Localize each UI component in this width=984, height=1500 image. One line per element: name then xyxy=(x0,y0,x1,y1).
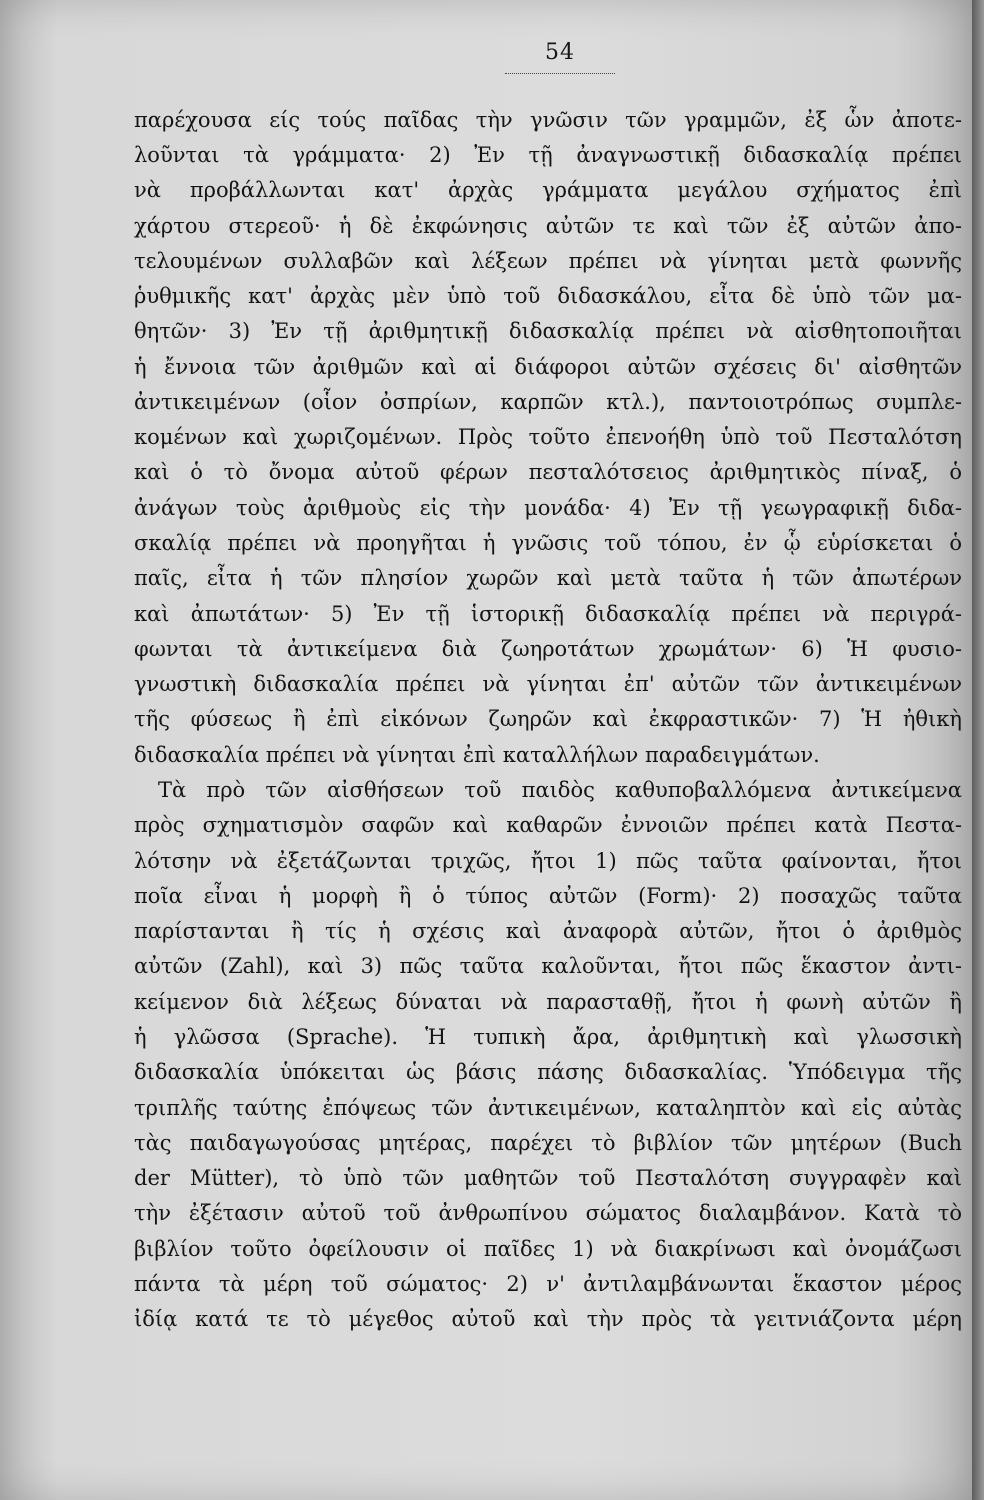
text-line: κομένων καὶ χωριζομένων. Πρὸς τοῦτο ἐπενοήθη ὑπὸ τοῦ Πεσταλότση xyxy=(134,425,962,449)
text-line: ἡ ἔννοια τῶν ἀριθμῶν καὶ αἱ διάφοροι αὐτῶν σχέσεις δι' αἰσθητῶν xyxy=(134,355,962,379)
text-line: καὶ ἀπωτάτων· 5) Ἐν τῇ ἱστορικῇ διδασκαλίᾳ πρέπει νὰ περιγρά- xyxy=(134,602,962,626)
text-line: θητῶν· 3) Ἐν τῇ ἀριθμητικῇ διδασκαλίᾳ πρέπει νὰ αἰσθητοποιῆται xyxy=(134,319,962,343)
text-line: σκαλίᾳ πρέπει νὰ προηγῆται ἡ γνῶσις τοῦ τόπου, ἐν ᾧ εὑρίσκεται ὁ xyxy=(134,531,962,555)
text-line: ἡ γλῶσσα (Sprache). Ἡ τυπικὴ ἄρα, ἀριθμητικὴ καὶ γλωσσικὴ xyxy=(134,1025,962,1049)
text-line: ποῖα εἶναι ἡ μορφὴ ἢ ὁ τύπος αὐτῶν (Form)· 2) ποσαχῶς ταῦτα xyxy=(134,884,962,908)
text-line: τὰς παιδαγωγούσας μητέρας, παρέχει τὸ βιβλίον τῶν μητέρων (Buch xyxy=(134,1131,962,1155)
text-line: der Mütter), τὸ ὑπὸ τῶν μαθητῶν τοῦ Πεσταλότση συγγραφὲν καὶ xyxy=(134,1166,962,1190)
text-line: λοῦνται τὰ γράμματα· 2) Ἐν τῇ ἀναγνωστικῇ διδασκαλίᾳ πρέπει xyxy=(134,143,962,167)
text-line: βιβλίον τοῦτο ὀφείλουσιν οἱ παῖδες 1) νὰ διακρίνωσι καὶ ὀνομάζωσι xyxy=(134,1237,962,1261)
text-line: ἰδίᾳ κατά τε τὸ μέγεθος αὐτοῦ καὶ τὴν πρὸς τὰ γειτνιάζοντα μέρη xyxy=(134,1307,962,1331)
text-line: διδασκαλία ὑπόκειται ὡς βάσις πάσης διδασκαλίας. Ὑπόδειγμα τῆς xyxy=(134,1060,962,1084)
text-line: καὶ ὁ τὸ ὄνομα αὐτοῦ φέρων πεσταλότσειος ἀριθμητικὸς πίναξ, ὁ xyxy=(134,460,962,484)
text-line: πάντα τὰ μέρη τοῦ σώματος· 2) ν' ἀντιλαμβάνωνται ἕκαστον μέρος xyxy=(134,1272,962,1296)
text-line: λότσην νὰ ἐξετάζωνται τριχῶς, ἤτοι 1) πῶς ταῦτα φαίνονται, ἤτοι xyxy=(134,849,962,873)
text-line: τελουμένων συλλαβῶν καὶ λέξεων πρέπει νὰ γίνηται μετὰ φωννῆς xyxy=(134,249,962,273)
text-line: διδασκαλία πρέπει νὰ γίνηται ἐπὶ καταλλήλων παραδειγμάτων. xyxy=(134,743,820,767)
text-line: παῖς, εἶτα ἡ τῶν πλησίον χωρῶν καὶ μετὰ ταῦτα ἡ τῶν ἀπωτέρων xyxy=(134,566,962,590)
text-line: παρέχουσα είς τούς παῖδας τὴν γνῶσιν τῶν γραμμῶν, ἐξ ὧν ἀποτε- xyxy=(134,108,962,132)
text-line: ἀντικειμένων (οἷον ὀσπρίων, καρπῶν κτλ.), παντοιοτρόπως συμπλε- xyxy=(134,390,962,414)
binding-edge xyxy=(972,0,984,1500)
text-line: χάρτου στερεοῦ· ἡ δὲ ἐκφώνησις αὐτῶν τε καὶ τῶν ἐξ αὐτῶν ἀπο- xyxy=(134,214,962,238)
text-line: τῆς φύσεως ἢ ἐπὶ εἰκόνων ζωηρῶν καὶ ἐκφραστικῶν· 7) Ἡ ἠθικὴ xyxy=(134,707,962,731)
text-line: ἀνάγων τοὺς ἀριθμοὺς εἰς τὴν μονάδα· 4) Ἐν τῇ γεωγραφικῇ διδα- xyxy=(134,496,962,520)
text-line: παρίστανται ἢ τίς ἡ σχέσις καὶ ἀναφορὰ αὐτῶν, ἤτοι ὁ ἀριθμὸς xyxy=(134,919,962,943)
text-line: πρὸς σχηματισμὸν σαφῶν καὶ καθαρῶν ἐννοιῶν πρέπει κατὰ Πεστα- xyxy=(134,813,962,837)
text-line: τριπλῆς ταύτης ἐπόψεως τῶν ἀντικειμένων, καταληπτὸν καὶ εἰς αὐτὰς xyxy=(134,1096,962,1120)
text-line: αὐτῶν (Zahl), καὶ 3) πῶς ταῦτα καλοῦνται, ἤτοι πῶς ἕκαστον ἀντι- xyxy=(134,954,962,978)
text-line: γνωστικὴ διδασκαλία πρέπει νὰ γίνηται ἐπ' αὐτῶν τῶν ἀντικειμένων xyxy=(134,672,962,696)
page-number: 54 xyxy=(545,40,575,65)
text-line: Τὰ πρὸ τῶν αἰσθήσεων τοῦ παιδὸς καθυποβαλλόμενα ἀντικείμενα xyxy=(158,778,962,802)
text-line: κείμενον διὰ λέξεως δύναται νὰ παρασταθῇ, ἤτοι ἡ φωνὴ αὐτῶν ἢ xyxy=(134,990,962,1014)
text-line: ῥυθμικῆς κατ' ἀρχὰς μὲν ὑπὸ τοῦ διδασκάλου, εἶτα δὲ ὑπὸ τῶν μα- xyxy=(134,284,962,308)
text-line: τὴν ἐξέτασιν αὐτοῦ τοῦ ἀνθρωπίνου σώματος διαλαμβάνον. Κατὰ τὸ xyxy=(134,1201,962,1225)
text-line: φωνται τὰ ἀντικείμενα διὰ ζωηροτάτων χρωμάτων· 6) Ἡ φυσιο- xyxy=(134,637,962,661)
text-line: νὰ προβάλλωνται κατ' ἀρχὰς γράμματα μεγάλου σχήματος ἐπὶ xyxy=(134,178,962,202)
